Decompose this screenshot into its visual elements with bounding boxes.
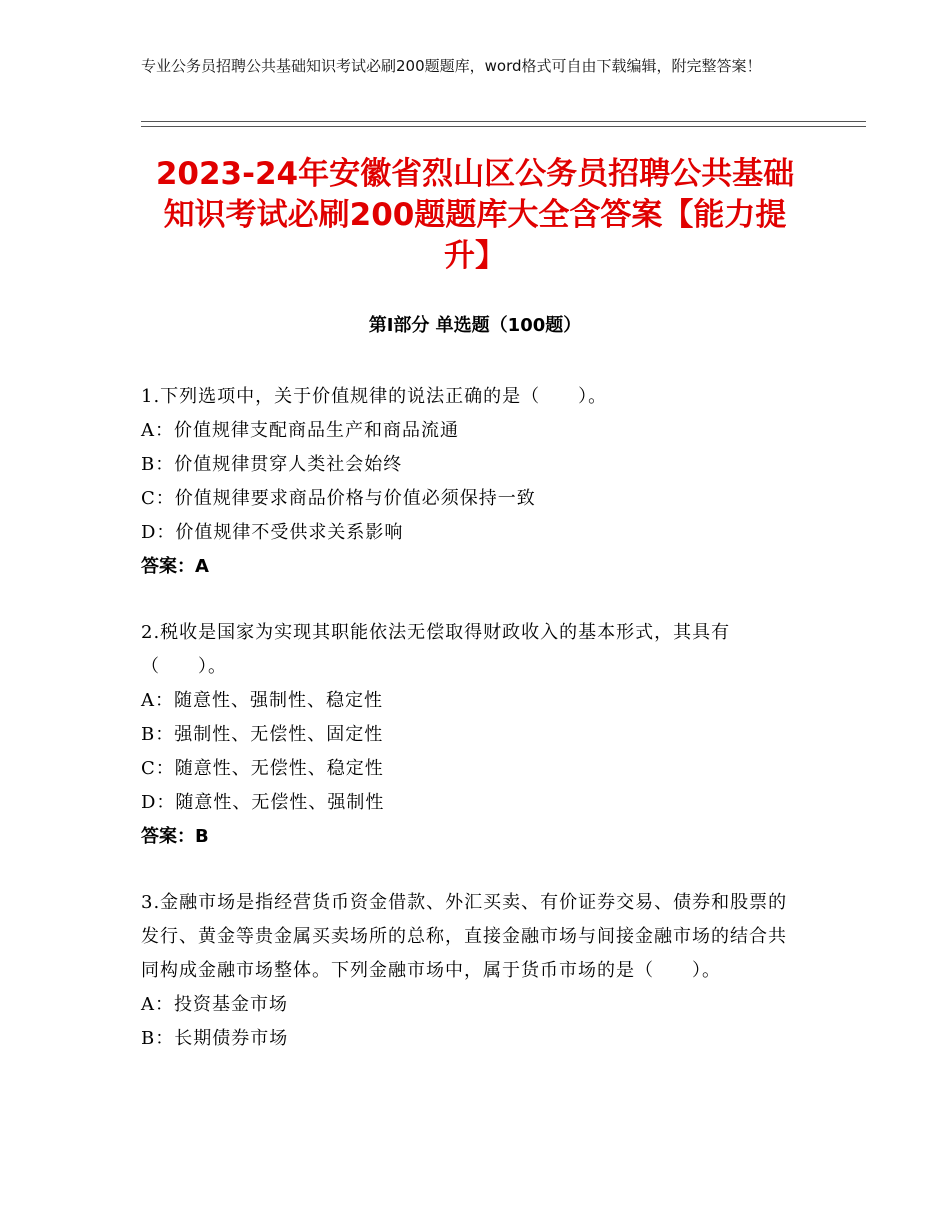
question-text: 2.税收是国家为实现其职能依法无偿取得财政收入的基本形式，其具有（ ）。 <box>141 622 731 677</box>
option-b: B：价值规律贯穿人类社会始终 <box>141 454 403 475</box>
option-c: C：价值规律要求商品价格与价值必须保持一致 <box>141 488 536 509</box>
question-text: 3.金融市场是指经营货币资金借款、外汇买卖、有价证券交易、债券和股票的发行、黄金等贵金属买卖场所的总称，直接金融市场与间接金融市场的结合共同构成金融市场整体。下列金融市场中，属于货币市场的是（ ）。 <box>141 892 788 981</box>
option-a: A：随意性、强制性、稳定性 <box>141 690 383 711</box>
question-list <box>141 380 801 1088</box>
answer: 答案：A <box>141 556 209 577</box>
question-3 <box>141 886 801 1056</box>
question-text: 1.下列选项中，关于价值规律的说法正确的是（ ）。 <box>141 386 608 407</box>
option-c: C：随意性、无偿性、稳定性 <box>141 758 384 779</box>
question-2 <box>141 616 801 854</box>
option-b: B：强制性、无偿性、固定性 <box>141 724 384 745</box>
option-d: D：随意性、无偿性、强制性 <box>141 792 385 813</box>
question-1 <box>141 380 801 584</box>
header-note: 专业公务员招聘公共基础知识考试必刷200题题库，word格式可自由下载编辑，附完整答案！ <box>141 57 762 75</box>
option-d: D：价值规律不受供求关系影响 <box>141 522 404 543</box>
option-b: B：长期债券市场 <box>141 1028 289 1049</box>
option-a: A：投资基金市场 <box>141 994 288 1015</box>
document-title: 2023-24年安徽省烈山区公务员招聘公共基础知识考试必刷200题题库大全含答案【能力提升】 <box>155 156 795 274</box>
answer: 答案：B <box>141 826 209 847</box>
section-heading: 第Ⅰ部分 单选题（100题） <box>368 315 582 336</box>
header-divider <box>141 121 866 127</box>
option-a: A：价值规律支配商品生产和商品流通 <box>141 420 459 441</box>
